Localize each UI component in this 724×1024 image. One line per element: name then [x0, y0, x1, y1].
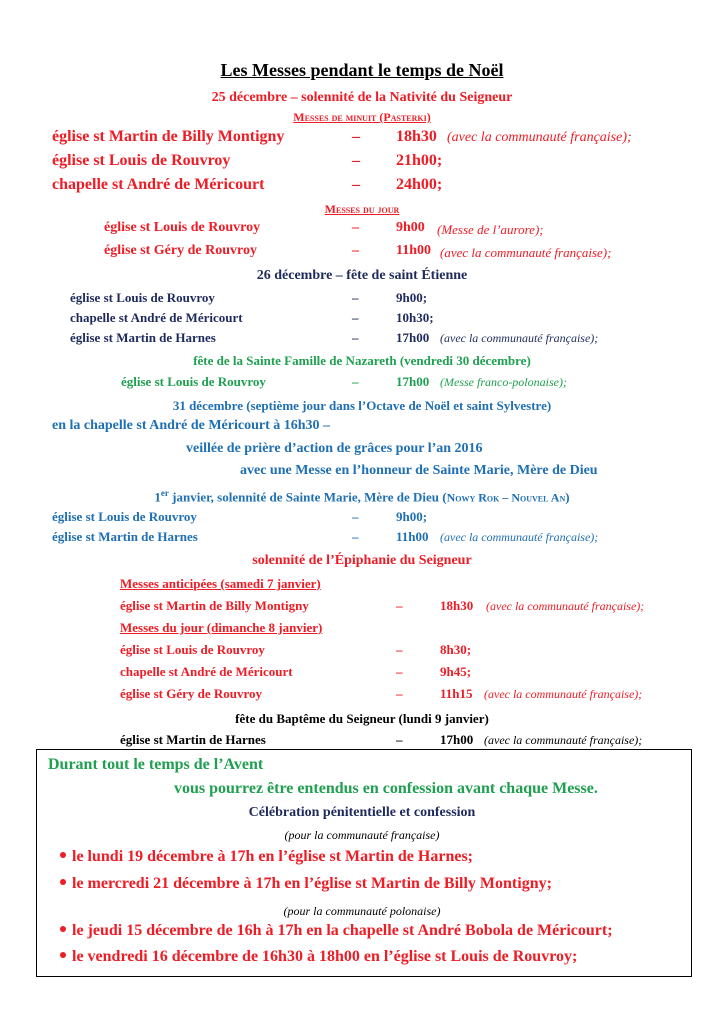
place: église st Géry de Rouvroy — [120, 686, 263, 701]
dash: – — [352, 529, 359, 544]
time: 9h45; — [440, 664, 472, 679]
place: église st Louis de Rouvroy — [70, 290, 215, 305]
dash: – — [352, 243, 359, 258]
dec25-header: 25 décembre – solennité de la Nativité du Seigneur — [211, 90, 513, 105]
dash: – — [352, 509, 359, 524]
time: 18h30 — [440, 598, 474, 613]
place: église st Louis de Rouvroy — [104, 220, 261, 235]
dash: – — [396, 664, 403, 679]
dash: – — [352, 152, 360, 169]
bullet-icon — [60, 879, 66, 885]
time: 8h30; — [440, 642, 472, 657]
note: (avec la communauté française); — [440, 530, 599, 544]
dash: – — [352, 128, 360, 145]
midnight-masses-header: Messes de minuit (Pasterki) — [293, 110, 431, 124]
time: 10h30; — [396, 310, 434, 325]
time: 9h00 — [396, 220, 425, 235]
note: (Messe franco-polonaise); — [440, 375, 567, 389]
note: (avec la communauté française); — [484, 687, 643, 701]
dec31-line2: veillée de prière d’action de grâces pour l’an 2016 — [186, 441, 483, 456]
place: chapelle st André de Méricourt — [120, 664, 293, 679]
dash: – — [352, 176, 360, 193]
dash: – — [352, 374, 359, 389]
note: (avec la communauté française); — [486, 599, 645, 613]
place: église st Martin de Harnes — [70, 330, 216, 345]
note: (avec la communauté française); — [447, 130, 632, 145]
baptism-header: fête du Baptême du Seigneur (lundi 9 janvier) — [235, 711, 489, 726]
penitential-header: Célébration pénitentielle et confession — [248, 805, 476, 820]
dash: – — [352, 330, 359, 345]
dash: – — [396, 732, 403, 747]
time: 18h30 — [396, 128, 437, 145]
dash: – — [396, 686, 403, 701]
time: 21h00; — [396, 152, 443, 169]
place: église st Martin de Harnes — [120, 732, 266, 747]
day-masses-header: Messes du jour — [324, 202, 400, 216]
dash: – — [352, 310, 359, 325]
time: 9h00; — [396, 509, 428, 524]
note: (Messe de l’aurore); — [437, 222, 544, 237]
confession-item: le jeudi 15 décembre de 16h à 17h en la chapelle st André Bobola de Méricourt; — [60, 922, 613, 940]
epiphany-day-header: Messes du jour (dimanche 8 janvier) — [120, 620, 323, 635]
time: 9h00; — [396, 290, 428, 305]
epiphany-header: solennité de l’Épiphanie du Seigneur — [252, 553, 472, 568]
place: chapelle st André de Méricourt — [70, 310, 243, 325]
place: chapelle st André de Méricourt — [52, 176, 265, 193]
confession-item: le lundi 19 décembre à 17h en l’église st Martin de Harnes; — [60, 848, 473, 866]
note: (avec la communauté française); — [440, 331, 599, 345]
place: église st Louis de Rouvroy — [121, 374, 266, 389]
confession-item: le vendredi 16 décembre de 16h30 à 18h00 en l’église st Louis de Rouvroy; — [60, 948, 577, 966]
anticipated-header: Messes anticipées (samedi 7 janvier) — [120, 576, 321, 591]
confession-item: le mercredi 21 décembre à 17h en l’église st Martin de Billy Montigny; — [60, 875, 552, 893]
place: église st Martin de Billy Montigny — [52, 128, 285, 145]
time: 11h15 — [440, 686, 473, 701]
bullet-icon — [60, 952, 66, 958]
family-header: fête de la Sainte Famille de Nazareth (vendredi 30 décembre) — [193, 353, 531, 368]
time: 17h00 — [396, 330, 430, 345]
page-title: Les Messes pendant le temps de Noël — [220, 60, 504, 80]
jan1-header: 1er janvier, solennité de Sainte Marie, Mère de Dieu (Nowy Rok – Nouvel An) — [154, 488, 570, 505]
polish-community-note: (pour la communauté polonaise) — [283, 904, 441, 918]
note: (avec la communauté française); — [440, 245, 612, 260]
place: église st Géry de Rouvroy — [104, 243, 257, 258]
time: 11h00 — [396, 243, 432, 258]
time: 17h00 — [396, 374, 430, 389]
place: église st Martin de Harnes — [52, 529, 198, 544]
advent-line2: vous pourrez être entendus en confession avant chaque Messe. — [174, 780, 598, 797]
place: église st Louis de Rouvroy — [52, 509, 197, 524]
advent-line1: Durant tout le temps de l’Avent — [48, 756, 264, 773]
dash: – — [352, 220, 359, 235]
bullet-icon — [60, 926, 66, 932]
time: 17h00 — [440, 732, 474, 747]
place: église st Louis de Rouvroy — [52, 152, 231, 169]
dec31-line3: avec une Messe en l’honneur de Sainte Marie, Mère de Dieu — [240, 463, 598, 478]
dec31-header: 31 décembre (septième jour dans l’Octave de Noël et saint Sylvestre) — [172, 398, 552, 413]
time: 11h00 — [396, 529, 429, 544]
bullet-icon — [60, 852, 66, 858]
dec31-line1: en la chapelle st André de Méricourt à 16h30 – — [52, 418, 331, 433]
dash: – — [352, 290, 359, 305]
dash: – — [396, 642, 403, 657]
dec26-header: 26 décembre – fête de saint Étienne — [256, 268, 468, 283]
time: 24h00; — [396, 176, 443, 193]
place: église st Louis de Rouvroy — [120, 642, 265, 657]
place: église st Martin de Billy Montigny — [120, 598, 309, 613]
dash: – — [396, 598, 403, 613]
french-community-note: (pour la communauté française) — [284, 828, 440, 842]
note: (avec la communauté française); — [484, 733, 643, 747]
